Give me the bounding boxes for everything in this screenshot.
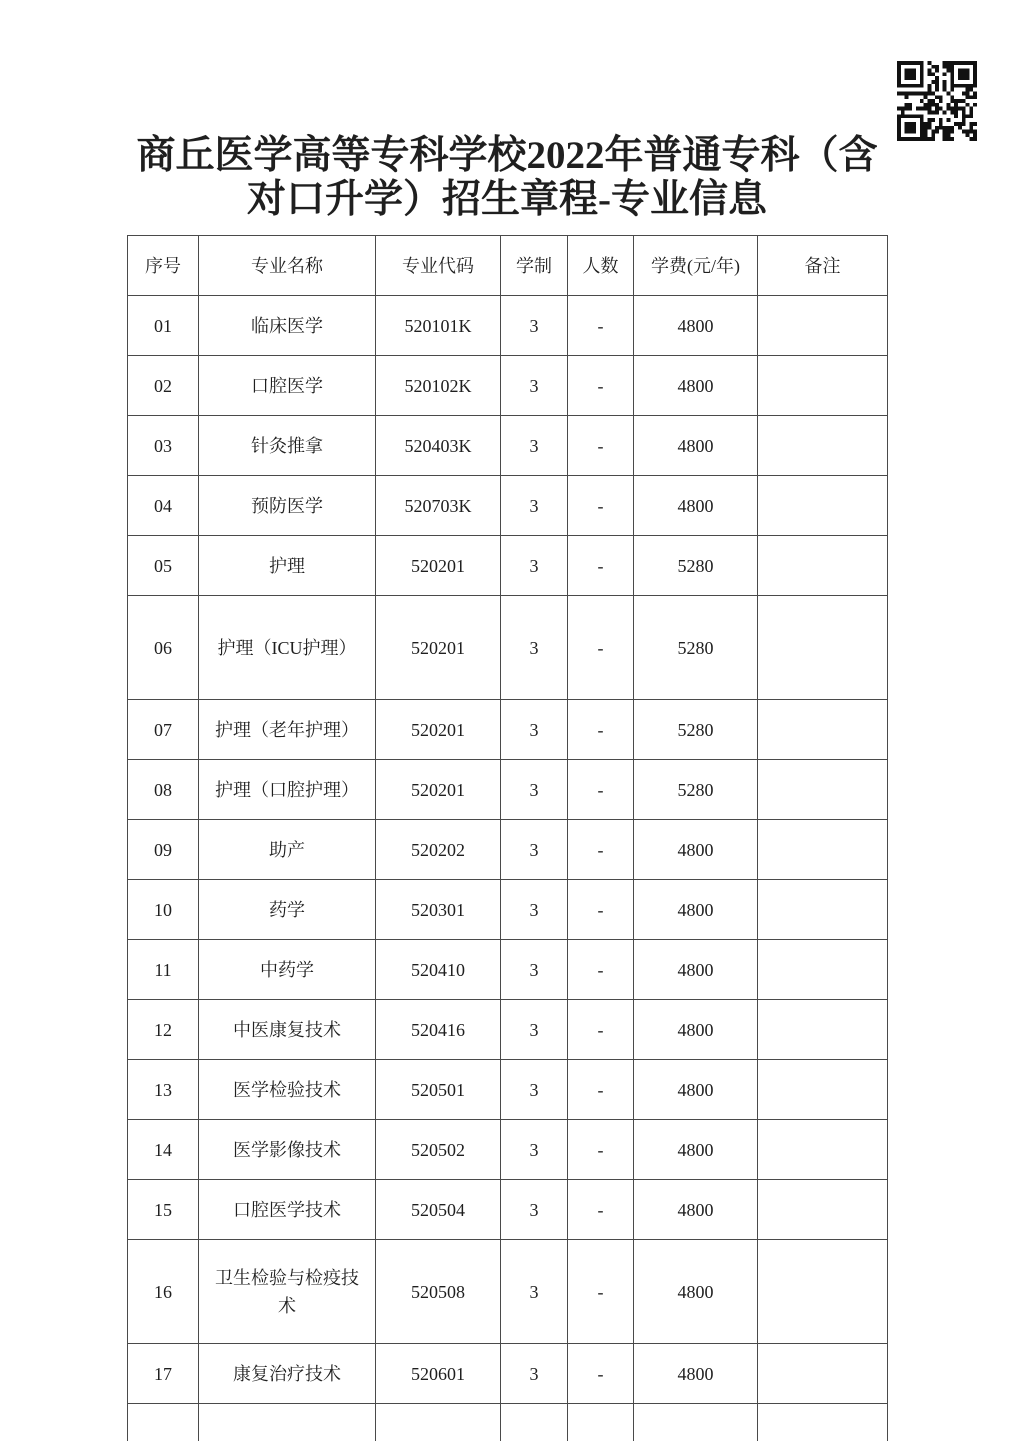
cell-count: - [568,416,634,476]
table-row [128,1000,888,1060]
cell-note [758,1344,888,1404]
cell-years: 3 [501,1000,568,1060]
cell-major: 临床医学 [199,296,376,356]
cell-note [758,416,888,476]
cell-no: 09 [128,820,199,880]
column-header: 学制 [501,236,568,296]
cell-count: - [568,356,634,416]
cell-code: 520201 [376,596,501,700]
cell-code: 520101K [376,296,501,356]
cell-years: 3 [501,596,568,700]
cell-fee: 4800 [634,1240,758,1344]
cell-code: 520501 [376,1060,501,1120]
cell-code: 520508 [376,1240,501,1344]
cell-code: 520301 [376,880,501,940]
table-row [128,700,888,760]
cell-count: - [568,1000,634,1060]
cell-major: 口腔医学 [199,356,376,416]
table-row [128,296,888,356]
cell-no: 11 [128,940,199,1000]
majors-table [127,235,888,1441]
cell-code: 520201 [376,760,501,820]
cell-count: - [568,1180,634,1240]
cell-fee: 5280 [634,596,758,700]
cell-fee: 5280 [634,700,758,760]
table-row-partial [128,1404,888,1441]
cell-note [758,476,888,536]
table-row [128,476,888,536]
table-row [128,356,888,416]
cell-fee: 4800 [634,1344,758,1404]
cell-major: 药学 [199,880,376,940]
cell-no: 15 [128,1180,199,1240]
cell-fee: 4800 [634,356,758,416]
cell-count: - [568,1240,634,1344]
cell-code: 520410 [376,940,501,1000]
cell-no: 02 [128,356,199,416]
cell-years: 3 [501,1180,568,1240]
table-row [128,1120,888,1180]
cell-major: 医学影像技术 [199,1120,376,1180]
cell-fee: 4800 [634,1060,758,1120]
cell-code: 520416 [376,1000,501,1060]
cell-fee: 5280 [634,760,758,820]
cell-count: - [568,820,634,880]
cell-count [568,1404,634,1441]
cell-years: 3 [501,416,568,476]
cell-note [758,760,888,820]
cell-major: 护理（ICU护理） [199,596,376,700]
cell-years: 3 [501,476,568,536]
cell-no: 06 [128,596,199,700]
cell-note [758,356,888,416]
cell-no [128,1404,199,1441]
column-header: 学费(元/年) [634,236,758,296]
cell-code: 520201 [376,536,501,596]
cell-code: 520502 [376,1120,501,1180]
column-header: 备注 [758,236,888,296]
table-row [128,940,888,1000]
cell-years [501,1404,568,1441]
cell-no: 16 [128,1240,199,1344]
table-row [128,1240,888,1344]
table-row [128,820,888,880]
cell-code: 520504 [376,1180,501,1240]
cell-no: 10 [128,880,199,940]
cell-note [758,880,888,940]
cell-years: 3 [501,1120,568,1180]
cell-count: - [568,940,634,1000]
cell-fee: 4800 [634,416,758,476]
cell-code: 520201 [376,700,501,760]
document-content [127,134,887,1441]
cell-count: - [568,880,634,940]
cell-major: 针灸推拿 [199,416,376,476]
column-header: 人数 [568,236,634,296]
cell-note [758,596,888,700]
cell-fee: 4800 [634,1180,758,1240]
cell-major: 护理（口腔护理） [199,760,376,820]
column-header: 序号 [128,236,199,296]
cell-code: 520102K [376,356,501,416]
cell-code: 520703K [376,476,501,536]
cell-code: 520601 [376,1344,501,1404]
cell-count: - [568,596,634,700]
cell-years: 3 [501,1344,568,1404]
cell-major: 护理 [199,536,376,596]
cell-note [758,296,888,356]
table-row [128,416,888,476]
page-title-line-1: 商丘医学高等专科学校2022年普通专科（含 [136,134,878,177]
cell-note [758,1180,888,1240]
cell-major: 医学检验技术 [199,1060,376,1120]
table-row [128,1180,888,1240]
cell-count: - [568,760,634,820]
cell-no: 04 [128,476,199,536]
cell-major: 预防医学 [199,476,376,536]
cell-no: 05 [128,536,199,596]
cell-count: - [568,1120,634,1180]
cell-note [758,536,888,596]
table-row [128,760,888,820]
cell-fee [634,1404,758,1441]
table-body [128,296,888,1441]
cell-years: 3 [501,536,568,596]
cell-fee: 4800 [634,1000,758,1060]
cell-fee: 4800 [634,296,758,356]
cell-major: 中药学 [199,940,376,1000]
cell-years: 3 [501,880,568,940]
cell-years: 3 [501,700,568,760]
cell-years: 3 [501,1060,568,1120]
cell-note [758,820,888,880]
cell-count: - [568,1344,634,1404]
cell-years: 3 [501,940,568,1000]
column-header: 专业代码 [376,236,501,296]
cell-major: 口腔医学技术 [199,1180,376,1240]
cell-no: 03 [128,416,199,476]
cell-note [758,1000,888,1060]
cell-count: - [568,700,634,760]
cell-note [758,940,888,1000]
table-row [128,1060,888,1120]
cell-note [758,1060,888,1120]
cell-fee: 4800 [634,476,758,536]
cell-no: 12 [128,1000,199,1060]
cell-note [758,1404,888,1441]
cell-years: 3 [501,760,568,820]
cell-major: 助产 [199,820,376,880]
cell-years: 3 [501,296,568,356]
page-title-line-2: 对口升学）招生章程-专业信息 [247,178,767,221]
cell-no: 07 [128,700,199,760]
cell-count: - [568,476,634,536]
cell-fee: 5280 [634,536,758,596]
table-row [128,880,888,940]
cell-count: - [568,536,634,596]
cell-no: 17 [128,1344,199,1404]
cell-major: 护理（老年护理） [199,700,376,760]
cell-major [199,1404,376,1441]
cell-no: 13 [128,1060,199,1120]
cell-no: 01 [128,296,199,356]
cell-fee: 4800 [634,1120,758,1180]
page-title [127,134,887,222]
cell-note [758,700,888,760]
cell-major: 康复治疗技术 [199,1344,376,1404]
cell-code: 520202 [376,820,501,880]
cell-code: 520403K [376,416,501,476]
table-row [128,596,888,700]
cell-years: 3 [501,356,568,416]
cell-code [376,1404,501,1441]
cell-years: 3 [501,820,568,880]
cell-note [758,1240,888,1344]
table-row [128,1344,888,1404]
cell-major: 卫生检验与检疫技术 [199,1240,376,1344]
cell-note [758,1120,888,1180]
column-header: 专业名称 [199,236,376,296]
cell-no: 14 [128,1120,199,1180]
cell-count: - [568,1060,634,1120]
cell-years: 3 [501,1240,568,1344]
qr-code [897,61,977,141]
cell-major: 中医康复技术 [199,1000,376,1060]
cell-count: - [568,296,634,356]
table-header-row [128,236,888,296]
cell-fee: 4800 [634,820,758,880]
cell-fee: 4800 [634,880,758,940]
cell-no: 08 [128,760,199,820]
cell-fee: 4800 [634,940,758,1000]
table-row [128,536,888,596]
